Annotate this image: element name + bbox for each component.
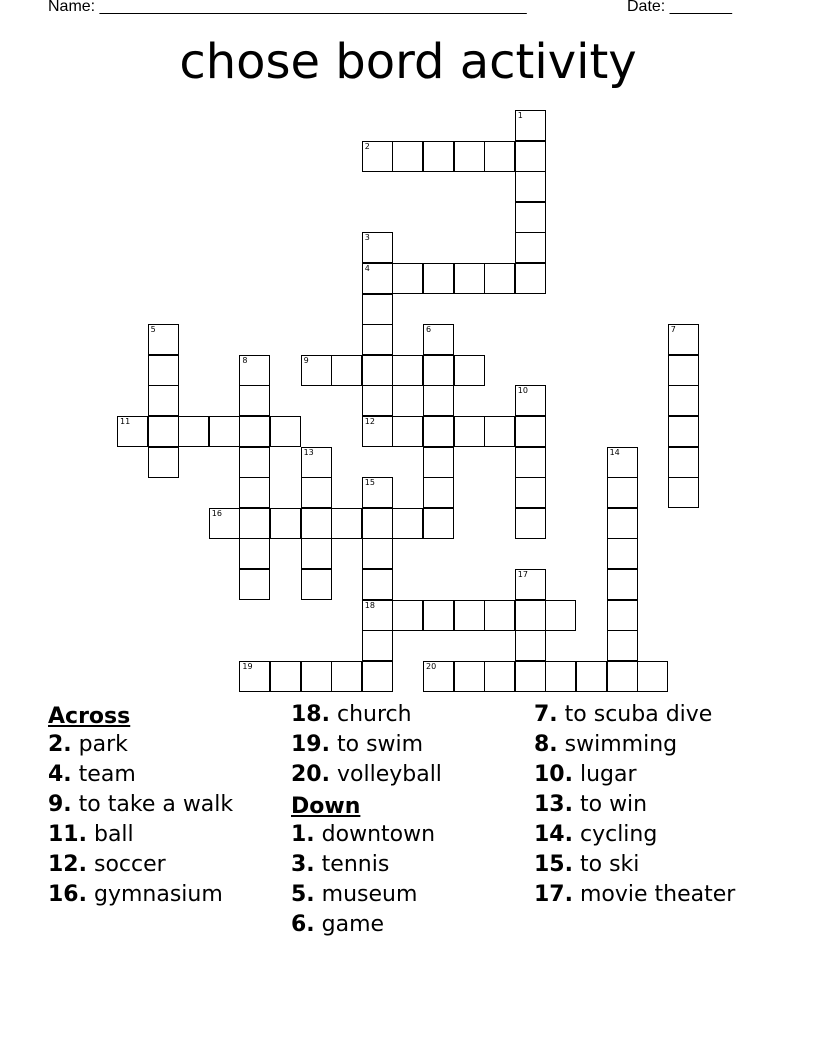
cell-number: 12 (364, 417, 375, 426)
grid-cell[interactable] (209, 416, 240, 447)
cell-number: 8 (242, 355, 248, 365)
grid-cell[interactable] (668, 355, 699, 386)
grid-cell[interactable] (515, 232, 546, 263)
grid-cell[interactable] (362, 416, 393, 447)
grid-cell[interactable] (423, 385, 454, 416)
grid-cell[interactable] (423, 600, 454, 631)
clues-column-3 (534, 702, 804, 912)
grid-cell[interactable] (607, 630, 638, 661)
grid-cell[interactable] (607, 538, 638, 569)
grid-cell[interactable] (148, 385, 179, 416)
clue-across-9: 9. to take a walk (48, 792, 234, 817)
clue-across-2: 2. park (48, 732, 128, 757)
cell-number: 13 (303, 447, 314, 457)
grid-cell[interactable] (545, 600, 576, 631)
grid-cell[interactable] (239, 569, 270, 600)
grid-cell[interactable] (362, 600, 393, 631)
grid-cell[interactable] (454, 355, 485, 386)
grid-cell[interactable] (454, 141, 485, 172)
cell-number: 11 (120, 417, 131, 426)
cell-number: 10 (517, 386, 528, 396)
grid-cell[interactable] (239, 477, 270, 508)
grid-cell[interactable] (362, 355, 393, 386)
cell-number: 4 (364, 264, 370, 273)
clue-across-4: 4. team (48, 762, 136, 787)
grid-cell[interactable] (607, 508, 638, 539)
grid-cell[interactable] (209, 508, 240, 539)
grid-cell[interactable] (392, 508, 423, 539)
grid-cell[interactable] (454, 416, 485, 447)
cell-number: 3 (364, 233, 370, 243)
grid-cell[interactable] (301, 661, 332, 692)
grid-cell[interactable] (454, 263, 485, 294)
grid-cell[interactable] (607, 569, 638, 600)
cell-number: 14 (609, 447, 620, 457)
grid-cell[interactable] (362, 661, 393, 692)
cell-number: 1 (517, 111, 523, 120)
cell-number: 20 (426, 661, 437, 671)
across-heading: Across (48, 704, 131, 729)
grid-cell[interactable] (515, 110, 546, 141)
grid-cell[interactable] (239, 385, 270, 416)
clue-down-14: 14. cycling (534, 822, 658, 847)
grid-cell[interactable] (362, 324, 393, 355)
grid-cell[interactable] (515, 171, 546, 202)
clue-across-20: 20. volleyball (291, 762, 442, 787)
clue-across-11: 11. ball (48, 822, 134, 847)
grid-cell[interactable] (392, 600, 423, 631)
clue-down-3: 3. tennis (291, 852, 390, 877)
page-title: chose bord activity (179, 34, 637, 90)
grid-cell[interactable] (515, 447, 546, 478)
clue-down-15: 15. to ski (534, 852, 640, 877)
grid-cell[interactable] (484, 600, 515, 631)
grid-cell[interactable] (515, 141, 546, 172)
grid-cell[interactable] (668, 416, 699, 447)
grid-cell[interactable] (301, 477, 332, 508)
grid-cell[interactable] (301, 508, 332, 539)
grid-cell[interactable] (148, 447, 179, 478)
grid-cell[interactable] (301, 355, 332, 386)
grid-cell[interactable] (515, 661, 546, 692)
grid-cell[interactable] (362, 294, 393, 325)
grid-cell[interactable] (515, 416, 546, 447)
grid-cell[interactable] (239, 538, 270, 569)
clue-down-6: 6. game (291, 912, 385, 937)
cell-number: 9 (303, 355, 309, 365)
clues-column-1 (48, 702, 268, 912)
grid-cell[interactable] (423, 477, 454, 508)
grid-cell[interactable] (148, 355, 179, 386)
clue-down-8: 8. swimming (534, 732, 678, 757)
grid-cell[interactable] (148, 324, 179, 355)
grid-cell[interactable] (178, 416, 209, 447)
grid-cell[interactable] (454, 661, 485, 692)
grid-cell[interactable] (270, 416, 301, 447)
grid-cell[interactable] (607, 661, 638, 692)
grid-cell[interactable] (454, 600, 485, 631)
cell-number: 15 (364, 478, 375, 488)
down-heading: Down (291, 794, 361, 819)
grid-cell[interactable] (515, 202, 546, 233)
clue-down-7: 7. to scuba dive (534, 702, 713, 727)
cell-number: 2 (364, 141, 370, 151)
grid-cell[interactable] (362, 508, 393, 539)
grid-cell[interactable] (148, 416, 179, 447)
grid-cell[interactable] (239, 661, 270, 692)
grid-cell[interactable] (668, 385, 699, 416)
grid-cell[interactable] (423, 661, 454, 692)
grid-cell[interactable] (668, 477, 699, 508)
grid-cell[interactable] (423, 355, 454, 386)
grid-cell[interactable] (423, 416, 454, 447)
grid-cell[interactable] (484, 141, 515, 172)
clue-across-16: 16. gymnasium (48, 882, 223, 907)
grid-cell[interactable] (515, 569, 546, 600)
grid-cell[interactable] (270, 661, 301, 692)
grid-cell[interactable] (362, 630, 393, 661)
clues-column-2 (291, 702, 521, 942)
cell-number: 5 (150, 325, 156, 335)
grid-cell[interactable] (545, 661, 576, 692)
grid-cell[interactable] (392, 416, 423, 447)
name-field-label: Name: ________________________________________________ (48, 0, 527, 15)
grid-cell[interactable] (117, 416, 148, 447)
grid-cell[interactable] (239, 508, 270, 539)
grid-cell[interactable] (607, 447, 638, 478)
clue-down-13: 13. to win (534, 792, 648, 817)
grid-cell[interactable] (239, 447, 270, 478)
grid-cell[interactable] (239, 416, 270, 447)
clue-down-1: 1. downtown (291, 822, 436, 847)
grid-cell[interactable] (362, 385, 393, 416)
grid-cell[interactable] (637, 661, 668, 692)
grid-cell[interactable] (392, 141, 423, 172)
grid-cell[interactable] (668, 324, 699, 355)
grid-cell[interactable] (607, 600, 638, 631)
grid-cell[interactable] (515, 477, 546, 508)
grid-cell[interactable] (362, 263, 393, 294)
clue-down-5: 5. museum (291, 882, 418, 907)
grid-cell[interactable] (270, 508, 301, 539)
clue-across-12: 12. soccer (48, 852, 166, 877)
grid-cell[interactable] (484, 416, 515, 447)
cell-number: 19 (242, 661, 253, 671)
grid-cell[interactable] (668, 447, 699, 478)
grid-cell[interactable] (301, 538, 332, 569)
grid-cell[interactable] (392, 263, 423, 294)
cell-number: 6 (426, 325, 432, 335)
clue-across-19: 19. to swim (291, 732, 424, 757)
grid-cell[interactable] (239, 355, 270, 386)
grid-cell[interactable] (423, 263, 454, 294)
grid-cell[interactable] (362, 538, 393, 569)
cell-number: 7 (670, 325, 676, 335)
grid-cell[interactable] (484, 661, 515, 692)
grid-cell[interactable] (362, 232, 393, 263)
grid-cell[interactable] (362, 569, 393, 600)
cell-number: 18 (364, 600, 375, 610)
date-field-label: Date: _______ (627, 0, 732, 15)
grid-cell[interactable] (301, 447, 332, 478)
clue-down-10: 10. lugar (534, 762, 637, 787)
grid-cell[interactable] (607, 477, 638, 508)
grid-cell[interactable] (515, 508, 546, 539)
grid-cell[interactable] (331, 508, 362, 539)
clue-down-17: 17. movie theater (534, 882, 736, 907)
grid-cell[interactable] (515, 630, 546, 661)
grid-cell[interactable] (515, 385, 546, 416)
grid-cell[interactable] (301, 569, 332, 600)
grid-cell[interactable] (515, 263, 546, 294)
grid-cell[interactable] (576, 661, 607, 692)
grid-cell[interactable] (392, 355, 423, 386)
grid-cell[interactable] (423, 508, 454, 539)
grid-cell[interactable] (484, 263, 515, 294)
grid-cell[interactable] (515, 600, 546, 631)
grid-cell[interactable] (362, 477, 393, 508)
grid-cell[interactable] (331, 355, 362, 386)
clue-across-18: 18. church (291, 702, 412, 727)
grid-cell[interactable] (423, 447, 454, 478)
grid-cell[interactable] (423, 141, 454, 172)
grid-cell[interactable] (331, 661, 362, 692)
cell-number: 16 (211, 508, 222, 518)
grid-cell[interactable] (362, 141, 393, 172)
cell-number: 17 (517, 570, 528, 579)
grid-cell[interactable] (423, 324, 454, 355)
